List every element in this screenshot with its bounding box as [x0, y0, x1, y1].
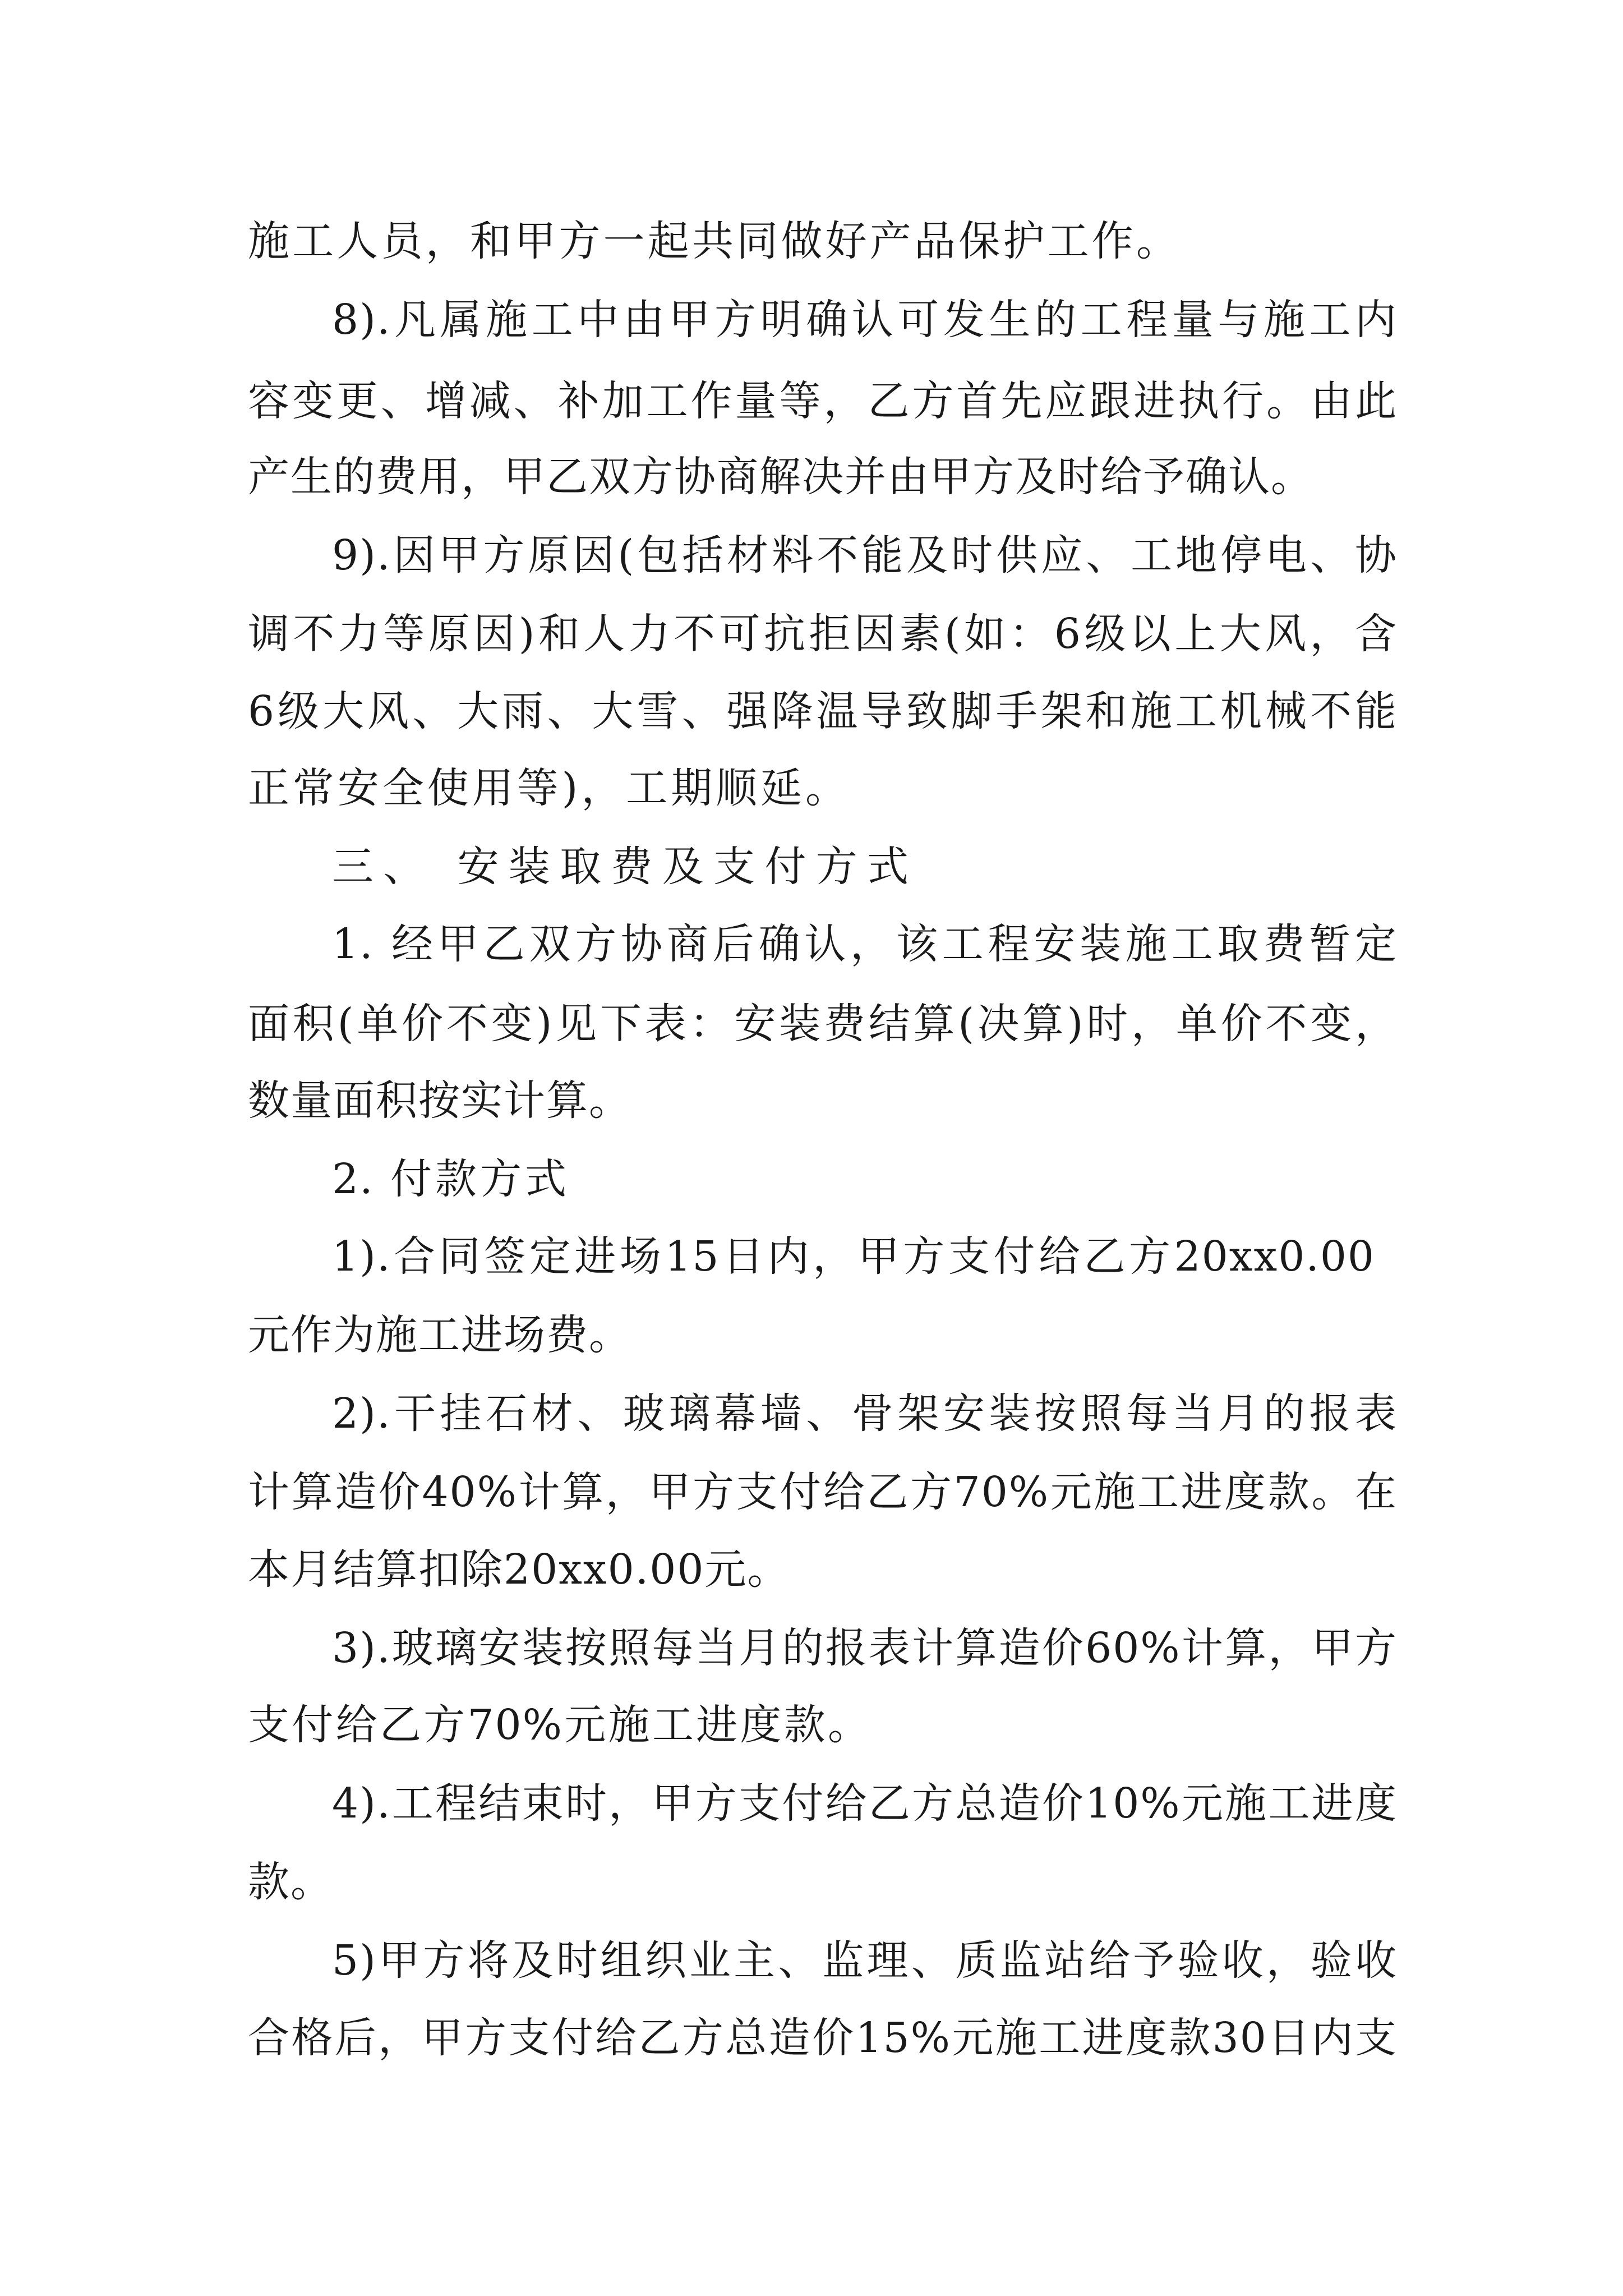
text-line: 面积(单价不变)见下表：安装费结算(决算)时，单价不变， — [248, 1000, 1398, 1048]
text-line: 9).因甲方原因(包括材料不能及时供应、工地停电、协 — [332, 531, 1398, 579]
text-line: 正常安全使用等)，工期顺延。 — [248, 764, 848, 812]
text-line: 数量面积按实计算。 — [248, 1076, 631, 1125]
text-line: 合格后，甲方支付给乙方总造价15%元施工进度款30日内支 — [248, 2014, 1398, 2062]
text-line: 计算造价40%计算，甲方支付给乙方70%元施工进度款。在 — [248, 1468, 1398, 1516]
section-heading: 2. 付款方式 — [332, 1155, 568, 1203]
text-line: 施工人员，和甲方一起共同做好产品保护工作。 — [248, 217, 1179, 265]
text-line: 3).玻璃安装按照每当月的报表计算造价60%计算，甲方 — [332, 1624, 1398, 1672]
text-line: 1. 经甲乙双方协商后确认，该工程安装施工取费暂定 — [332, 920, 1398, 968]
text-line: 1).合同签定进场15日内，甲方支付给乙方20xx0.00 — [332, 1232, 1375, 1281]
text-line: 6级大风、大雨、大雪、强降温导致脚手架和施工机械不能 — [248, 687, 1398, 735]
text-line: 元作为施工进场费。 — [248, 1311, 631, 1359]
text-line: 款。 — [248, 1858, 333, 1906]
text-line: 调不力等原因)和人力不可抗拒因素(如：6级以上大风，含 — [248, 610, 1398, 658]
text-line: 本月结算扣除20xx0.00元。 — [248, 1545, 790, 1594]
text-line: 8).凡属施工中由甲方明确认可发生的工程量与施工内 — [332, 296, 1398, 344]
text-line: 5)甲方将及时组织业主、监理、质监站给予验收，验收 — [332, 1936, 1398, 1985]
text-line: 4).工程结束时，甲方支付给乙方总造价10%元施工进度 — [332, 1779, 1398, 1828]
text-line: 支付给乙方70%元施工进度款。 — [248, 1701, 870, 1749]
section-heading: 三、 安装取费及支付方式 — [332, 843, 910, 891]
text-line: 产生的费用，甲乙双方协商解决并由甲方及时给予确认。 — [248, 453, 1313, 501]
text-line: 容变更、增减、补加工作量等，乙方首先应跟进执行。由此 — [248, 377, 1398, 425]
text-line: 2).干挂石材、玻璃幕墙、骨架安装按照每当月的报表 — [332, 1389, 1398, 1438]
